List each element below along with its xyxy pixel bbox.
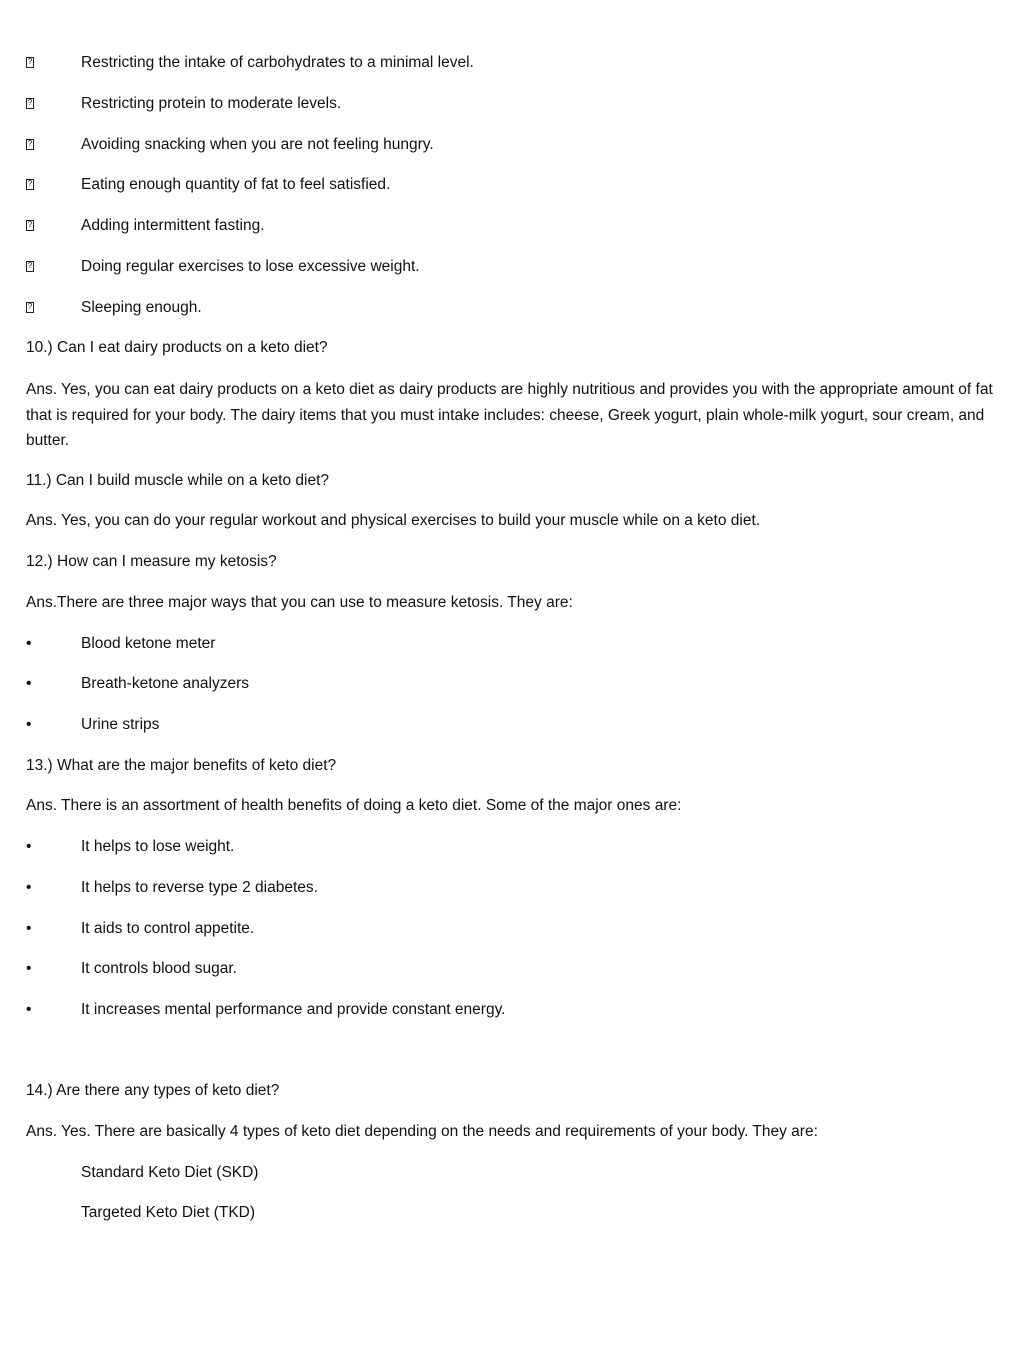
tip-item: Avoiding snacking when you are not feeling hungry.: [81, 136, 434, 153]
list-item: It controls blood sugar.: [81, 960, 237, 977]
missing-glyph-bullet-icon: [26, 53, 46, 73]
list-item: Breath-ketone analyzers: [81, 675, 250, 692]
answer-10: Ans. Yes, you can eat dairy products on a keto diet as dairy products are highly nutritious and provides you with the appropriate amount of fat that is required for your body. The dairy items that you must intake includes: cheese, Greek yogurt, plain whole-milk yogurt, sour cream, and butter.: [26, 381, 993, 449]
bullet-dot: •: [26, 1001, 32, 1018]
bullet-dot: •: [26, 675, 32, 692]
answer-12: Ans.There are three major ways that you can use to measure ketosis. They are:: [26, 594, 573, 611]
tip-item: Restricting the intake of carbohydrates to a minimal level.: [81, 54, 474, 71]
missing-glyph-bullet-icon: [26, 298, 46, 318]
tip-item: Adding intermittent fasting.: [81, 217, 265, 234]
bullet-dot: •: [26, 960, 32, 977]
missing-glyph-bullet-icon: [26, 94, 46, 114]
list-item: Targeted Keto Diet (TKD): [81, 1204, 256, 1221]
missing-glyph-bullet-icon: [26, 135, 46, 155]
list-item: It aids to control appetite.: [81, 920, 255, 937]
missing-glyph-bullet-icon: [26, 216, 46, 236]
list-item: It increases mental performance and provide constant energy.: [81, 1001, 506, 1018]
list-item: It helps to lose weight.: [81, 838, 235, 855]
question-11: 11.) Can I build muscle while on a keto diet?: [26, 472, 329, 489]
question-14: 14.) Are there any types of keto diet?: [26, 1082, 280, 1099]
answer-13: Ans. There is an assortment of health benefits of doing a keto diet. Some of the major ones are:: [26, 797, 682, 814]
tip-item: Restricting protein to moderate levels.: [81, 95, 342, 112]
answer-11: Ans. Yes, you can do your regular workout and physical exercises to build your muscle while on a keto diet.: [26, 512, 761, 529]
bullet-dot: •: [26, 920, 32, 937]
tip-item: Doing regular exercises to lose excessive weight.: [81, 258, 420, 275]
tip-item: Sleeping enough.: [81, 299, 202, 316]
missing-glyph-bullet-icon: [26, 175, 46, 195]
list-item: It helps to reverse type 2 diabetes.: [81, 879, 318, 896]
bullet-dot: •: [26, 635, 32, 652]
list-item: Blood ketone meter: [81, 635, 216, 652]
missing-glyph-bullet-icon: [26, 257, 46, 277]
answer-14: Ans. Yes. There are basically 4 types of keto diet depending on the needs and requirements of your body. They are:: [26, 1123, 818, 1140]
bullet-dot: •: [26, 879, 32, 896]
bullet-dot: •: [26, 838, 32, 855]
bullet-dot: •: [26, 716, 32, 733]
question-12: 12.) How can I measure my ketosis?: [26, 553, 277, 570]
tip-item: Eating enough quantity of fat to feel satisfied.: [81, 176, 391, 193]
list-item: Standard Keto Diet (SKD): [81, 1164, 259, 1181]
list-item: Urine strips: [81, 716, 160, 733]
question-13: 13.) What are the major benefits of keto diet?: [26, 757, 337, 774]
question-10: 10.) Can I eat dairy products on a keto diet?: [26, 339, 328, 356]
